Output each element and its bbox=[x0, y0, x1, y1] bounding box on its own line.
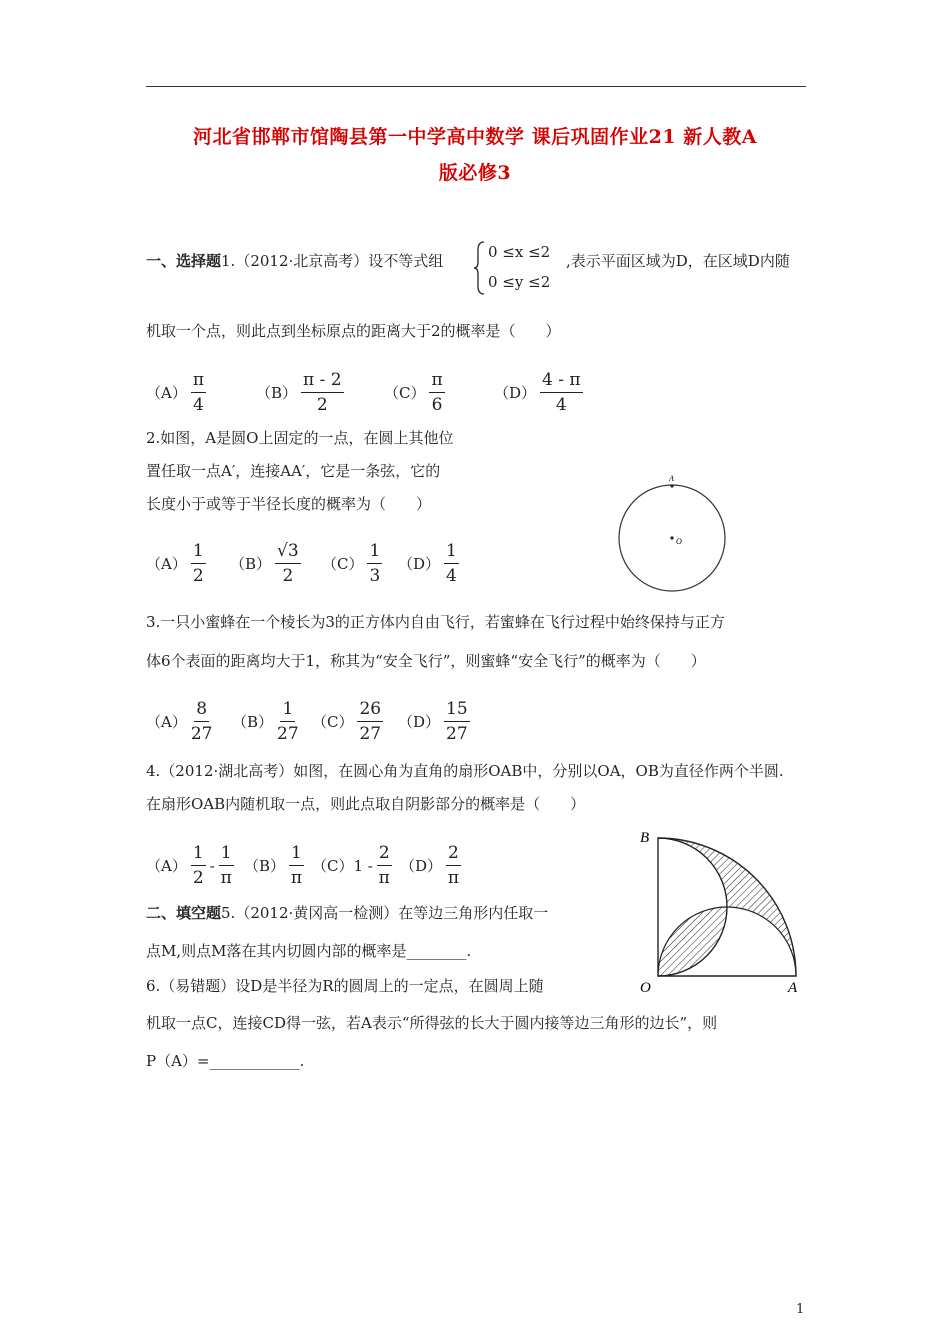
q3-line2: 体6个表面的距离均大于1，称其为“安全飞行”，则蜜蜂“安全飞行”的概率为（ ） bbox=[146, 652, 706, 670]
q2-option-a: （A） $\frac{1}{2}$ bbox=[146, 541, 204, 586]
q5-line1 bbox=[146, 903, 548, 923]
q6-line1: 6.（易错题）设D是半径为R的圆周上的一定点，在圆周上随 bbox=[146, 977, 544, 995]
q1-inequality-1: 0 ≤x ≤2 bbox=[488, 243, 551, 261]
q1-lead bbox=[146, 251, 443, 271]
label-o: O bbox=[640, 980, 651, 996]
q2-line2: 置任取一点A′，连接AA′，它是一条弦，它的 bbox=[146, 462, 441, 480]
q1-tail: ,表示平面区域为D，在区域D内随 bbox=[566, 252, 790, 270]
q2-line1: 2.如图，A是圆O上固定的一点，在圆上其他位 bbox=[146, 429, 454, 447]
q6-line2: 机取一点C，连接CD得一弦，若A表示“所得弦的长大于圆内接等边三角形的边长”，则 bbox=[146, 1014, 718, 1032]
label-o: O bbox=[676, 537, 682, 546]
label-a: A bbox=[788, 980, 798, 996]
label-a: A bbox=[669, 474, 674, 483]
q5-intro: 5.（2012·黄冈高一检测）在等边三角形内任取一 bbox=[221, 904, 549, 922]
label-b: B bbox=[640, 830, 650, 846]
q4-option-c: （C）1 - $\frac{2}{\pi}$ bbox=[312, 843, 390, 888]
q1-option-c: （C） $\frac{\pi}{6}$ bbox=[384, 370, 443, 415]
q2-line3: 长度小于或等于半径长度的概率为（ ） bbox=[146, 495, 432, 513]
q3-line1: 3.一只小蜜蜂在一个棱长为3的正方体内自由飞行，若蜜蜂在飞行过程中始终保持与正方 bbox=[146, 613, 725, 631]
q3-option-c: （C） $\frac{26}{27}$ bbox=[312, 699, 382, 744]
q4-line2: 在扇形OAB内随机取一点，则此点取自阴影部分的概率是（ ） bbox=[146, 795, 586, 813]
header-rule bbox=[146, 86, 806, 87]
q1-brace bbox=[474, 240, 486, 296]
q1-option-a: （A） $\frac{\pi}{4}$ bbox=[146, 370, 205, 415]
doc-title-line1: 河北省邯郸市馆陶县第一中学高中数学 课后巩固作业21 新人教A bbox=[193, 126, 757, 148]
q4-option-b: （B） $\frac{1}{\pi}$ bbox=[244, 843, 303, 888]
q2-option-c: （C） $\frac{1}{3}$ bbox=[322, 541, 381, 586]
q5-line2: 点M,则点M落在其内切圆内部的概率是________. bbox=[146, 942, 472, 960]
q1-line2: 机取一个点，则此点到坐标原点的距离大于2的概率是（ ） bbox=[146, 322, 561, 340]
q6-line3: P（A）=____________. bbox=[146, 1052, 305, 1070]
shaded-lens bbox=[658, 907, 727, 976]
q4-sector-figure bbox=[632, 820, 812, 1000]
q3-option-d: （D） $\frac{15}{27}$ bbox=[398, 699, 468, 744]
point-o-dot bbox=[670, 536, 673, 539]
q2-circle-figure bbox=[600, 470, 750, 600]
q4-line1: 4.（2012·湖北高考）如图，在圆心角为直角的扇形OAB中，分别以OA，OB为直径作两个半圆. bbox=[146, 762, 784, 780]
q4-option-a: （A） $\frac{1}{2}$ - $\frac{1}{\pi}$ bbox=[146, 843, 232, 888]
q1-option-d: （D） $\frac{4 - \pi}{4}$ bbox=[494, 370, 581, 415]
doc-title-line2: 版必修3 bbox=[438, 162, 512, 184]
q2-option-b: （B） $\frac{√3}{2}$ bbox=[230, 541, 299, 586]
q3-option-b: （B） $\frac{1}{27}$ bbox=[232, 699, 299, 744]
q1-intro: 1.（2012·北京高考）设不等式组 bbox=[221, 252, 444, 270]
q3-option-a: （A） $\frac{8}{27}$ bbox=[146, 699, 213, 744]
section-heading-choice: 一、选择题 bbox=[146, 252, 222, 270]
q1-inequality-2: 0 ≤y ≤2 bbox=[488, 273, 551, 291]
q1-option-b: （B） $\frac{\pi - 2}{2}$ bbox=[256, 370, 342, 415]
q2-option-d: （D） $\frac{1}{4}$ bbox=[398, 541, 457, 586]
q4-option-d: （D） $\frac{2}{\pi}$ bbox=[400, 843, 460, 888]
page-number: 1 bbox=[796, 1302, 805, 1317]
point-a-dot bbox=[670, 484, 673, 487]
section-heading-fill: 二、填空题 bbox=[146, 904, 222, 922]
